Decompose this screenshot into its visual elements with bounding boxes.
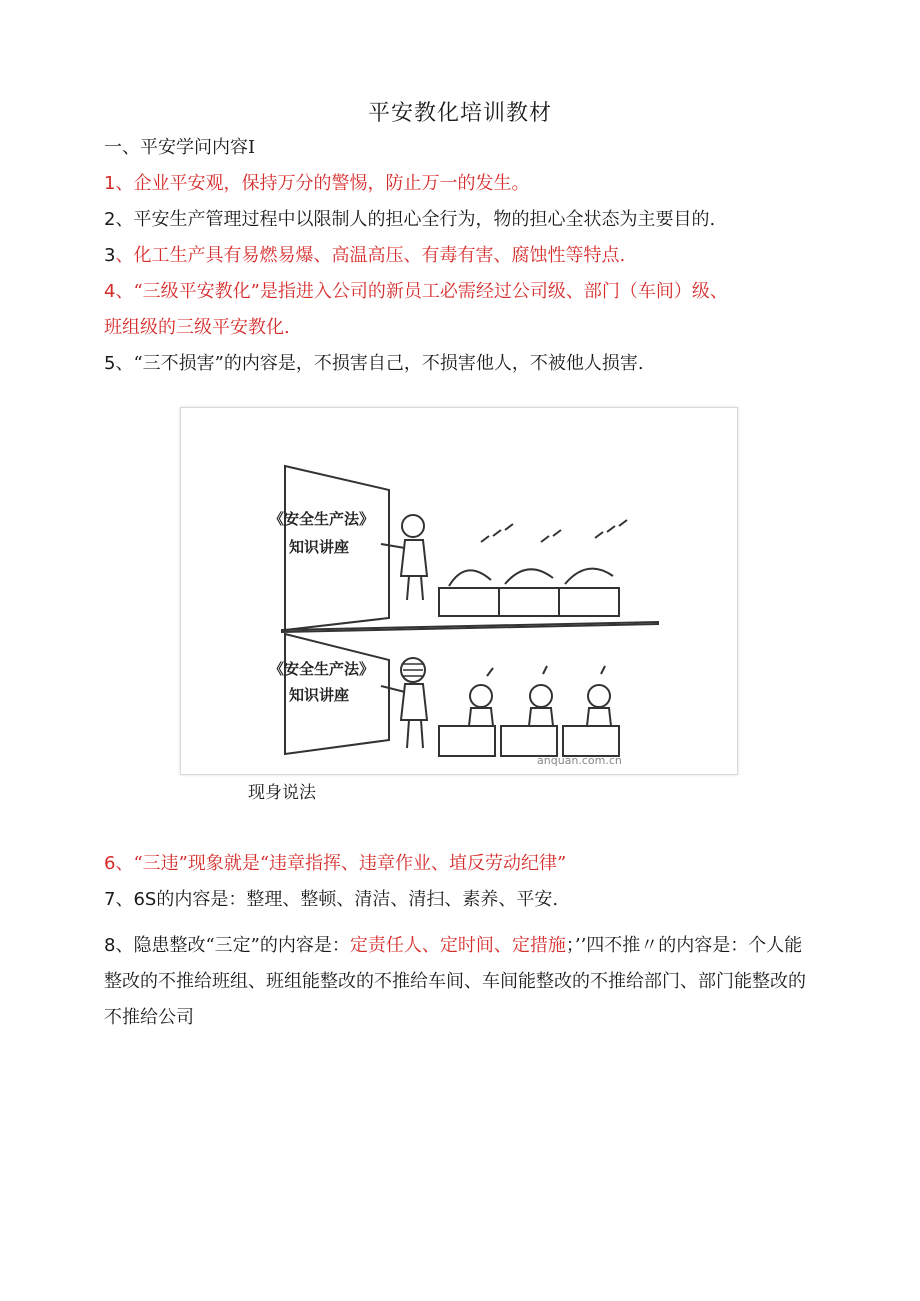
item-code: 6S xyxy=(133,889,157,910)
item-text: 、“三级平安教化”是指进入公司的新员工必需经过公司级、部门（车间）级、 xyxy=(115,281,728,302)
item-3 xyxy=(104,244,625,268)
item-number: 6 xyxy=(104,853,116,874)
board-text-top-line2: 知识讲座 xyxy=(289,538,350,556)
item-text-highlight: 定责任人、定时间、定措施 xyxy=(349,935,566,956)
item-number: 7 xyxy=(104,889,116,910)
section-heading: 一、平安学问内容I xyxy=(104,137,256,158)
cartoon-illustration xyxy=(180,407,738,775)
item-number: 1 xyxy=(104,173,116,194)
item-text: 、“三违”现象就是“违章指挥、违章作业、埴反劳动纪律” xyxy=(115,853,567,874)
item-7 xyxy=(104,888,558,912)
figure-caption: 现身说法 xyxy=(248,783,316,803)
item-text: 的内容是：整理、整顿、清洁、清扫、素养、平安. xyxy=(156,889,559,910)
item-text-b: ；’’四不推〃的内容是：个人能整改的不推给班组、班组能整改的不推给车间、车间能整改的不推给部门、部门能整改的不推给公司 xyxy=(104,935,806,1028)
item-separator: 、 xyxy=(115,889,134,910)
item-4-continued: 班组级的三级平安教化. xyxy=(104,317,290,338)
item-8 xyxy=(104,928,816,1036)
item-2 xyxy=(104,208,715,232)
watermark: anquan.com.cn xyxy=(537,754,622,767)
item-text: 、企业平安观，保持万分的警惕，防止万一的发生。 xyxy=(115,173,530,194)
item-text: 、化工生产具有易燃易爆、高温高压、有毒有害、腐蚀性等特点. xyxy=(115,245,626,266)
item-number: 4 xyxy=(104,281,116,302)
board-text-bottom-line1: 《安全生产法》 xyxy=(269,660,375,678)
item-6 xyxy=(104,852,566,876)
item-text: 、“三不损害”的内容是，不损害自己，不损害他人，不被他人损害. xyxy=(115,353,644,374)
board-text-bottom-line2: 知识讲座 xyxy=(289,686,350,704)
item-number: 5 xyxy=(104,353,116,374)
item-text: 、平安生产管理过程中以限制人的担心全行为，物的担心全状态为主要目的. xyxy=(115,209,716,230)
item-1 xyxy=(104,172,529,196)
item-number: 2 xyxy=(104,209,116,230)
item-number: 8 xyxy=(104,935,116,956)
item-5 xyxy=(104,352,644,376)
item-number: 3 xyxy=(104,245,116,266)
item-text-a: 、隐患整改“三定”的内容是： xyxy=(115,935,350,956)
board-text-top-line1: 《安全生产法》 xyxy=(269,510,375,528)
item-4 xyxy=(104,280,728,304)
document-title: 平安教化培训教材 xyxy=(367,101,552,126)
